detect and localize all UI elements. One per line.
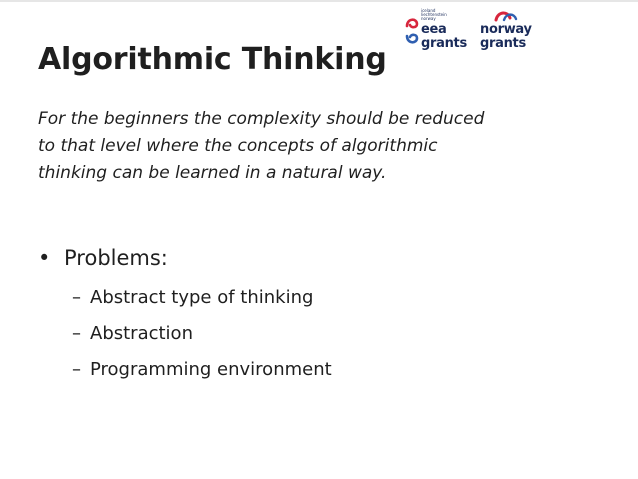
intro-paragraph: [38, 106, 598, 187]
dash-symbol: –: [72, 323, 81, 344]
slide-title: Algorithmic Thinking: [38, 42, 387, 77]
sponsor-logos: [404, 8, 544, 52]
norway-grants-logo: [474, 8, 538, 52]
eea-logo-line2: grants: [421, 36, 467, 51]
sub-bullet-text: Programming environment: [90, 359, 332, 380]
bullet-symbol: •: [38, 246, 51, 270]
header-rule: [0, 0, 638, 2]
eea-grants-logo: [404, 8, 468, 52]
sub-bullet-text: Abstract type of thinking: [90, 287, 314, 308]
sub-bullet-item: [72, 356, 332, 392]
intro-line: to that level where the concepts of algorithmic: [38, 136, 438, 156]
sub-bullet-text: Abstraction: [90, 323, 193, 344]
eea-logo-line1: eea: [421, 22, 447, 37]
sub-bullet-item: [72, 284, 332, 320]
dash-symbol: –: [72, 287, 81, 308]
sub-bullet-item: [72, 320, 332, 356]
norway-logo-line1: norway: [480, 22, 532, 37]
bullet-label: Problems:: [64, 246, 168, 270]
bullet-item: [38, 246, 168, 270]
norway-logo-line2: grants: [480, 36, 526, 51]
intro-line: thinking can be learned in a natural way.: [38, 163, 387, 183]
eea-small-text: iceland liechtenstein norway: [421, 8, 447, 21]
dash-symbol: –: [72, 359, 81, 380]
eea-swirl-icon: [404, 8, 420, 52]
sub-bullet-list: [72, 284, 332, 392]
intro-line: For the beginners the complexity should be reduced: [38, 109, 485, 129]
